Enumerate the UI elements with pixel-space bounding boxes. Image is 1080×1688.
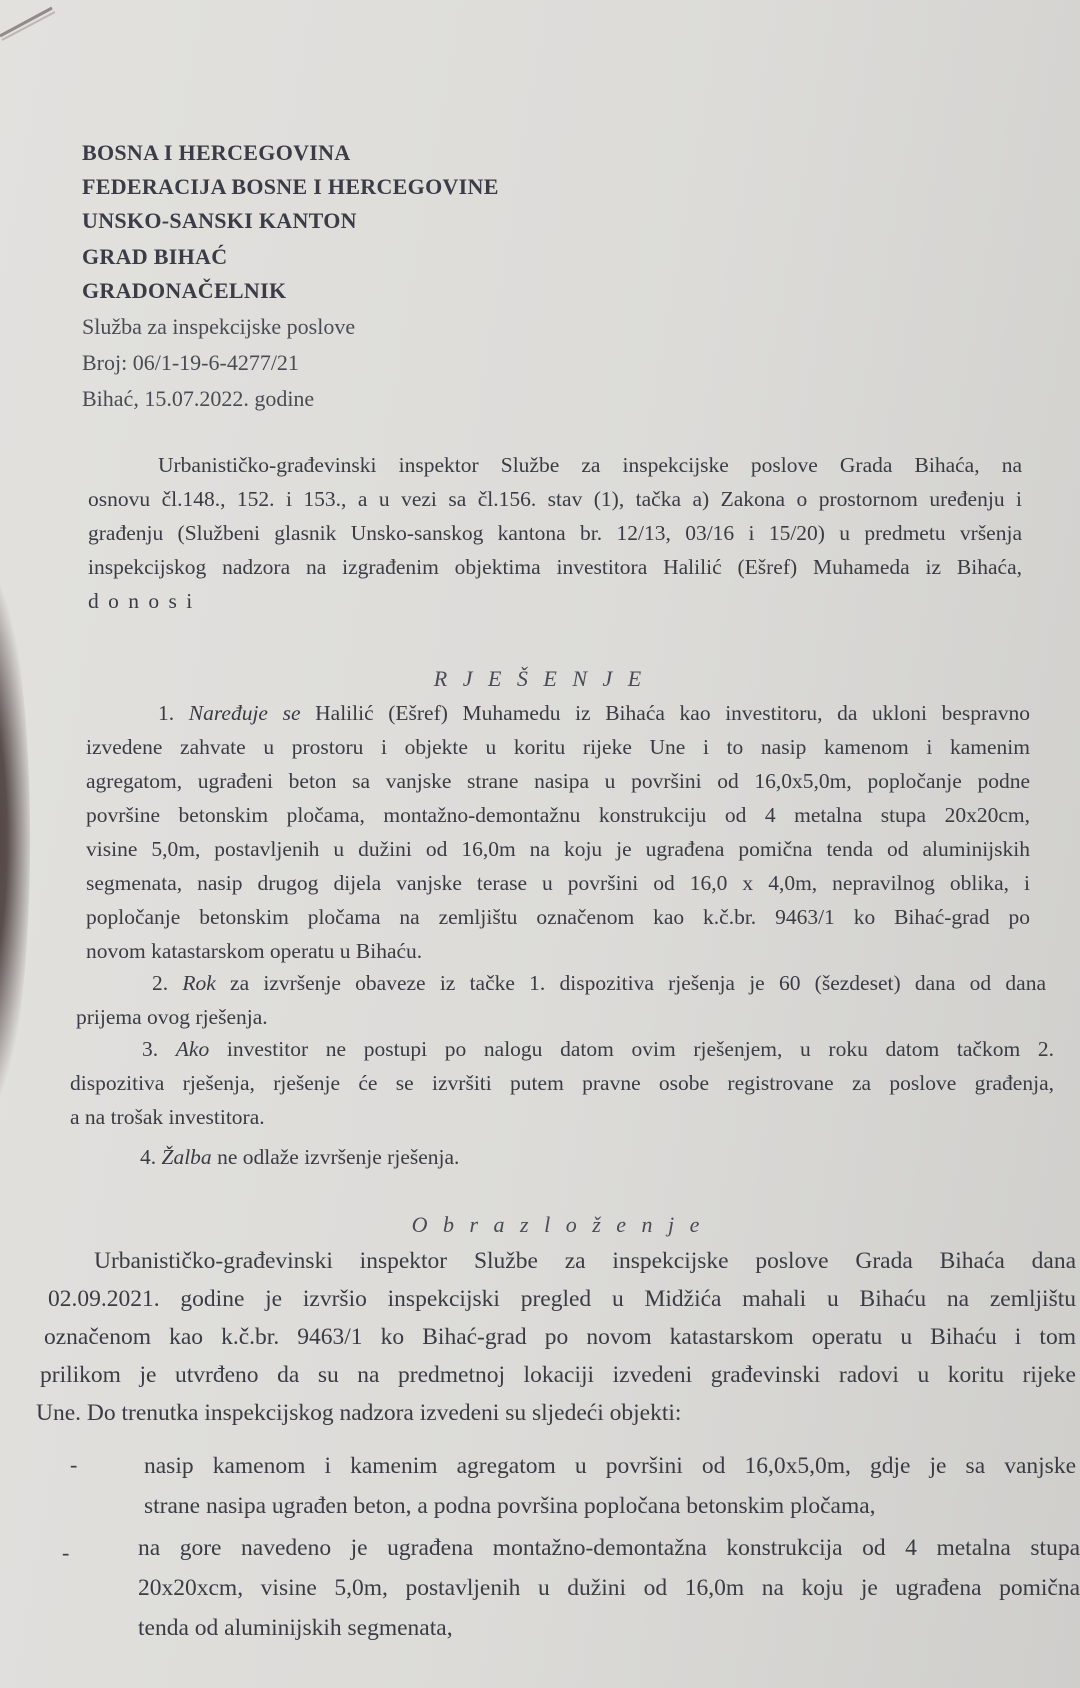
item1-number: 1. <box>158 701 189 725</box>
document-number: Broj: 06/1-19-6-4277/21 <box>82 350 299 375</box>
item2-text: za izvršenje obaveze iz tačke 1. dispozitiva rješenja je 60 (šezdeset) dana od dana <box>215 971 1046 995</box>
intro-paragraph <box>88 448 1022 618</box>
bullet2-line: na gore navedeno je ugrađena montažno-demontažna konstrukcija od 4 metalna stupa <box>138 1535 1080 1561</box>
bullet-dash: - <box>62 1540 70 1565</box>
reasoning-line: 02.09.2021. godine je izvršio inspekcijski pregled u Midžića mahali u Bihaću na zemljištu <box>48 1286 1076 1312</box>
header-mayor: GRADONAČELNIK <box>82 278 287 303</box>
reasoning-line: označenom kao k.č.br. 9463/1 ko Bihać-grad po novom katastarskom operatu u Bihaću i tom <box>44 1324 1076 1350</box>
item4-keyword: Žalba <box>161 1145 212 1169</box>
bullet2-line: tenda od aluminijskih segmenata, <box>138 1615 453 1641</box>
item1-line: popločanje betonskim pločama na zemljištu označenom kao k.č.br. 9463/1 ko Bihać-grad po <box>86 905 1030 929</box>
item1-text: Halilić (Ešref) Muhamedu iz Bihaća kao investitoru, da ukloni bespravno <box>300 701 1030 725</box>
document-date: Bihać, 15.07.2022. godine <box>82 386 315 411</box>
header-country: BOSNA I HERCEGOVINA <box>82 140 351 165</box>
service-name: Služba za inspekcijske poslove <box>82 314 356 339</box>
reasoning-title: O b r a z l o ž e n j e <box>411 1212 705 1237</box>
item1-line: novom katastarskom operatu u Bihaću. <box>86 939 423 963</box>
intro-line: osnovu čl.148., 152. i 153., a u vezi sa čl.156. stav (1), tačka a) Zakona o prostornom uređenju i <box>88 487 1022 511</box>
reasoning-line: Une. Do trenutka inspekcijskog nadzora izvedeni su sljedeći objekti: <box>36 1400 682 1426</box>
decision-item-2 <box>76 966 1046 1034</box>
bullet-item-2 <box>138 1528 1080 1648</box>
decision-item-1 <box>86 696 1030 968</box>
item3-number: 3. <box>142 1037 176 1061</box>
item3-line: dispozitiva rješenja, rješenje će se izvršiti putem pravne osobe registrovane za poslove građenja, <box>70 1071 1054 1095</box>
header-city: GRAD BIHAĆ <box>82 244 228 269</box>
bullet-item-1 <box>144 1446 1076 1526</box>
item3-line: a na trošak investitora. <box>70 1105 265 1129</box>
decision-item-3 <box>70 1032 1054 1134</box>
bullet1-line: nasip kamenom i kamenim agregatom u površini od 16,0x5,0m, gdje je sa vanjske <box>144 1453 1076 1479</box>
item2-line: prijema ovog rješenja. <box>76 1005 268 1029</box>
donosi-text: d o n o s i <box>88 589 195 613</box>
item4-number: 4. <box>140 1145 162 1169</box>
intro-line: inspekcijskog nadzora na izgrađenim objektima investitora Halilić (Ešref) Muhameda iz Bihaća, <box>88 555 1022 579</box>
item2-keyword: Rok <box>182 971 216 995</box>
item1-line: agregatom, ugrađeni beton sa vanjske strane nasipa u površini od 16,0x5,0m, popločanje podne <box>86 769 1030 793</box>
item4-text: ne odlaže izvršenje rješenja. <box>211 1145 460 1169</box>
item1-keyword: Naređuje se <box>188 701 301 725</box>
item3-keyword: Ako <box>175 1037 210 1061</box>
item1-line: visine 5,0m, postavljenih u dužini od 16,0m na koju je ugrađena pomična tenda od aluminijskih <box>86 837 1030 861</box>
decision-title: R J E Š E N J E <box>433 666 647 691</box>
item1-line: izvedene zahvate u prostoru i objekte u koritu rijeke Une i to nasip kamenom i kamenim <box>86 735 1030 759</box>
bullet1-line: strane nasipa ugrađen beton, a podna površina popločana betonskim pločama, <box>144 1493 876 1519</box>
item1-line: površine betonskim pločama, montažno-demontažnu konstrukciju od 4 metalna stupa 20x20cm, <box>86 803 1030 827</box>
reasoning-paragraph <box>36 1242 1076 1432</box>
header-canton: UNSKO-SANSKI KANTON <box>82 208 357 233</box>
item3-text: investitor ne postupi po nalogu datom ovim rješenjem, u roku datom tačkom 2. <box>209 1037 1054 1061</box>
bullet-dash: - <box>70 1452 78 1477</box>
reasoning-line: Urbanističko-građevinski inspektor Službe za inspekcijske poslove Grada Bihaća dana <box>94 1248 1076 1274</box>
item1-line: segmenata, nasip drugog dijela vanjske terase u površini od 16,0 x 4,0m, nepravilnog oblika, i <box>86 871 1030 895</box>
binder-shadow <box>0 560 30 1120</box>
reasoning-line: prilikom je utvrđeno da su na predmetnoj lokaciji izvedeni građevinski radovi u koritu rijeke <box>40 1362 1076 1388</box>
item2-number: 2. <box>152 971 183 995</box>
intro-line: Urbanističko-građevinski inspektor Službe za inspekcijske poslove Grada Bihaća, na <box>158 453 1022 477</box>
intro-line: građenju (Službeni glasnik Unsko-sanskog kantona br. 12/13, 03/16 i 15/20) u predmetu vršenja <box>88 521 1022 545</box>
staple-mark <box>0 0 70 50</box>
bullet2-line: 20x20xcm, visine 5,0m, postavljenih u dužini od 16,0m na koju je ugrađena pomična <box>138 1575 1080 1601</box>
decision-item-4 <box>140 1140 840 1174</box>
header-federation: FEDERACIJA BOSNE I HERCEGOVINE <box>82 174 499 199</box>
